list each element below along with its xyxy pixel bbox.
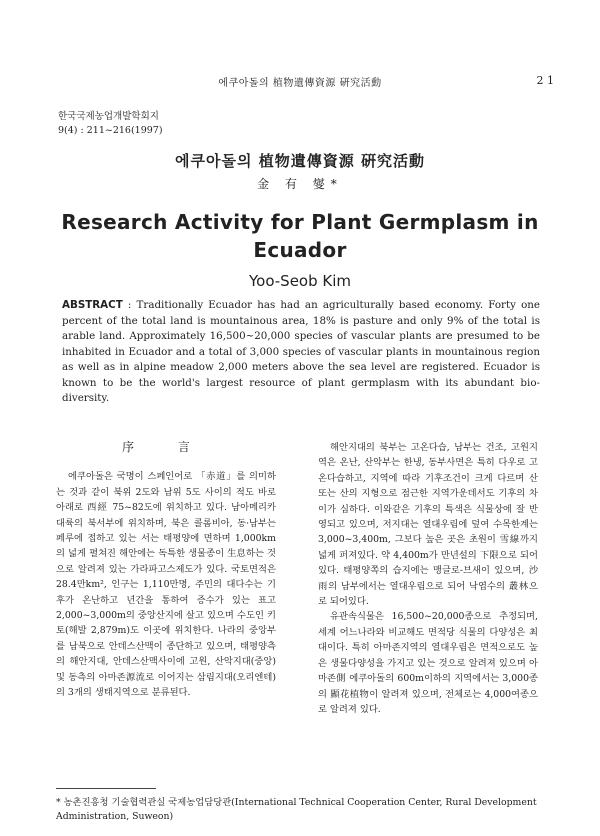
left-column [56,440,276,701]
abstract-label: ABSTRACT [62,299,123,311]
right-paragraph-1: 해안지대의 북부는 고온다습, 남부는 건조, 고원지역은 온난, 산악부는 한냉, 동부사면은 특히 다우로 고온다습하고, 지역에 따라 기후조건이 크게 다르며 산 또는 산의 지형으로 점근한 지역가운데서도 기후의 차이가 심하다. 이와같은 기후의 특색은 식물상에 잘 반영되고 있으며, 저지대는 열대우림에 덮여 수목한계는 3,000~3,400m, 그보다 높은 곳은 초원이 雪線까지 넓게 퍼져있다. 약 4,400m가 만년설의 下限으로 되어 있다. 태평양쪽의 습지에는 맹글로-브새이 있으며, 沙雨의 남부에서는 열대우림으로 되어 낙엽수의 叢林으로 되어있다. [318,442,538,608]
korean-author: 金 有 燮* [257,177,343,191]
right-column [318,440,538,717]
abstract [62,298,540,407]
right-paragraph-2: 유관속식물은 16,500~20,000종으로 추정되며, 세계 어느나라와 비교해도 면적당 식물의 다양성은 최대이다. 특히 아마존지역의 열대우림은 면적으로도 높은 생물다양성을 가지고 있는 것으로 알려져 있으며 아마존側 에쿠아돌의 600m이하의 지역에서는 3,000종의 顯花植物이 알려져 있으며, 전체로는 4,000여종으로 알려져 있다. [318,611,538,715]
journal-name: 한국국제농업개발학회지 [58,111,159,122]
english-author: Yoo-Seob Kim [248,272,352,290]
running-head: 에쿠아돌의 植物遺傳資源 硏究活動 [218,78,382,89]
abstract-text: : Traditionally Ecuador has had an agriculturally based economy. Forty one percent of the total land is mountainous area, 18% is pasture and only 9% of the total is arable land. Approximately 16,500~20,000 species of vascular plants are presumed to be inhabited in Ecuador and a total of 3,000 species of vascular plants in mountainous region as well as in alpine meadow 2,000 meters above the sea level are registered. Ecuador is known to be the world's largest resource of plant germplasm with its abundant bio-diversity. [62,299,540,404]
footnote: * 농촌진흥청 기술협력관실 국제농업담당관(International Technical Cooperation Center, Rural Development Administration, Suweon) [56,797,537,822]
page-number: 2 1 [536,74,554,87]
footnote-rule [56,788,156,789]
korean-title: 에쿠아돌의 植物遺傳資源 硏究活動 [175,152,425,170]
section-heading: 序 言 [122,440,210,454]
journal-info [58,110,163,138]
journal-issue: 9(4) : 211~216(1997) [58,125,163,136]
english-title: Research Activity for Plant Germplasm in Ecuador [61,210,539,262]
left-paragraph: 에쿠아돌은 국명이 스페인어로 「赤道」를 의미하는 것과 같이 북위 2도와 남위 5도 사이의 적도 바로 아래로 西經 75~82도에 위치하고 있다. 남아메리카 대륙의 북서부에 위치하며, 북은 콜롬비아, 동·남부는 페루에 접하고 있는 서는 태평양에 면하며 1,000km의 넓게 펼쳐진 해안에는 독특한 생물종이 生息하는 것으로 알려져 있는 가라파고스제도가 있다. 국토면적은 28.4만km², 인구는 1,110만명, 주민의 대다수는 기후가 온난하고 년간을 통하여 증수가 있는 표고 2,000~3,000m의 중앙산지에 살고 있으며 수도인 키토(해발 2,879m)도 이곳에 위치한다. 나라의 중앙부를 남북으로 안데스산맥이 종단하고 있으며, 태평양측의 해안지대, 안데스산맥사이에 고원, 산악지대(중앙) 및 동측의 아마존源流로 이어지는 삼림지대(오리엔테)의 3개의 생태지역으로 분류된다. [56,471,276,699]
